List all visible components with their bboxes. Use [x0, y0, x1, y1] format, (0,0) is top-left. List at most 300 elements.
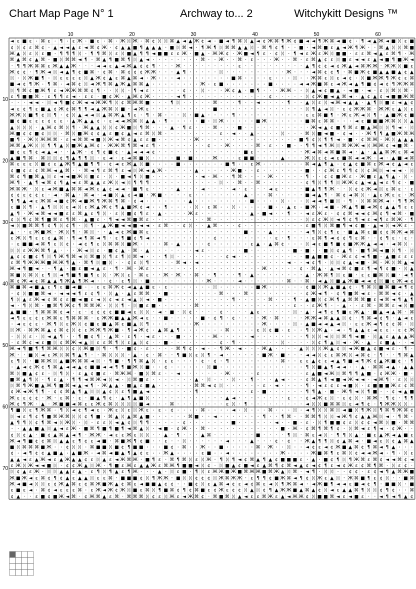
empty-cell-dot	[276, 404, 277, 405]
empty-cell-dot	[362, 440, 363, 441]
cell-symbol: ▲	[306, 273, 310, 278]
cell-symbol: ◄	[72, 206, 76, 211]
empty-cell-dot	[165, 348, 166, 349]
empty-cell-dot	[411, 145, 412, 146]
cell-symbol: ɛ	[331, 464, 334, 469]
empty-cell-dot	[153, 293, 154, 294]
empty-cell-dot	[215, 96, 216, 97]
cell-symbol: ᛞ	[115, 88, 118, 94]
cell-symbol: ■	[127, 52, 131, 57]
empty-cell-dot	[344, 121, 345, 122]
cell-symbol: ɛ	[275, 495, 278, 500]
cell-symbol: ■	[41, 107, 45, 112]
cell-symbol: ▲	[10, 458, 14, 463]
cell-symbol: ■	[219, 40, 223, 45]
cell-symbol: ɛ	[29, 298, 32, 303]
empty-cell-dot	[239, 428, 240, 429]
cell-symbol: ▲	[404, 495, 408, 500]
empty-cell-dot	[190, 84, 191, 85]
cell-symbol: Ж	[126, 438, 131, 444]
cell-symbol: ▲	[146, 464, 150, 469]
cell-symbol: ◄	[392, 495, 396, 500]
empty-cell-dot	[122, 96, 123, 97]
cell-symbol: Ж	[10, 352, 15, 358]
empty-cell-dot	[307, 305, 308, 306]
cell-symbol: ■	[256, 286, 260, 291]
cell-symbol: ᛞ	[103, 469, 106, 475]
cell-symbol: ¶	[23, 266, 26, 272]
cell-symbol: Ж	[77, 248, 82, 254]
cell-symbol: ◄	[127, 224, 131, 229]
cell-symbol: ■	[317, 83, 321, 88]
cell-symbol: ■	[354, 70, 358, 75]
cell-symbol: ■	[293, 421, 297, 426]
empty-cell-dot	[196, 453, 197, 454]
cell-symbol: ᛞ	[11, 328, 14, 334]
cell-symbol: ¶	[152, 63, 155, 69]
cell-symbol: ¢	[103, 149, 106, 155]
cell-symbol: ɛ	[324, 396, 327, 401]
cell-symbol: ⌘	[323, 119, 328, 125]
cell-symbol: ᛞ	[312, 328, 315, 334]
cell-symbol: ■	[385, 482, 389, 487]
cell-symbol: ▲	[336, 95, 340, 100]
cell-symbol: ¶	[54, 285, 57, 291]
cell-symbol: ⌘	[133, 119, 138, 125]
cell-symbol: ɛ	[158, 464, 161, 469]
cell-symbol: Ж	[169, 494, 174, 500]
empty-cell-dot	[233, 373, 234, 374]
cell-symbol: ▲	[53, 46, 57, 51]
cell-symbol: ⌘	[330, 119, 335, 125]
cell-symbol: ◄	[90, 83, 94, 88]
cell-symbol: ◄	[355, 439, 359, 444]
cell-symbol: ¶	[115, 199, 118, 205]
cell-symbol: ■	[324, 113, 328, 118]
cell-symbol: ■	[35, 359, 39, 364]
cell-symbol: ¶	[17, 199, 20, 205]
empty-cell-dot	[270, 250, 271, 251]
cell-symbol: ⌘	[274, 242, 279, 248]
cell-symbol: ᛞ	[140, 340, 143, 346]
cell-symbol: ɛ	[374, 163, 377, 168]
cell-symbol: ⌘	[403, 143, 408, 149]
cell-symbol: Ж	[46, 137, 51, 143]
cell-symbol: ɛ	[23, 163, 26, 168]
cell-symbol: ■	[145, 384, 149, 389]
cell-symbol: ¶	[380, 352, 383, 358]
cell-symbol: ¶	[367, 389, 370, 395]
cell-symbol: ◄	[336, 495, 340, 500]
empty-cell-dot	[295, 164, 296, 165]
cell-symbol: ¢	[29, 340, 32, 346]
empty-cell-dot	[276, 207, 277, 208]
cell-symbol: ◄	[66, 46, 70, 51]
cell-symbol: ⌘	[354, 297, 359, 303]
empty-cell-dot	[202, 422, 203, 423]
empty-cell-dot	[227, 96, 228, 97]
empty-cell-dot	[368, 496, 369, 497]
empty-cell-dot	[295, 287, 296, 288]
cell-symbol: ¶	[60, 100, 63, 106]
cell-symbol: ▲	[103, 113, 107, 118]
cell-symbol: ɛ	[66, 323, 69, 328]
cell-symbol: ■	[262, 353, 266, 358]
cell-symbol: ᛞ	[72, 131, 75, 137]
cell-symbol: ■	[342, 52, 346, 57]
cell-symbol: ¶	[238, 272, 241, 278]
cell-symbol: ᛞ	[201, 463, 204, 469]
cell-symbol: ¶	[41, 346, 44, 352]
cell-symbol: ■	[194, 113, 198, 118]
empty-cell-dot	[301, 207, 302, 208]
empty-cell-dot	[276, 213, 277, 214]
cell-symbol: ᛞ	[17, 334, 20, 340]
empty-cell-dot	[147, 447, 148, 448]
cell-symbol: ᛞ	[11, 88, 14, 94]
cell-symbol: ¢	[41, 451, 44, 457]
cell-symbol: ■	[410, 181, 414, 186]
empty-cell-dot	[276, 151, 277, 152]
cell-symbol: ⌘	[34, 303, 39, 309]
cell-symbol: ɛ	[122, 157, 125, 162]
cell-symbol: ⌘	[348, 69, 353, 75]
empty-cell-dot	[98, 354, 99, 355]
cell-symbol: ¶	[337, 69, 340, 75]
cell-symbol: Ж	[108, 180, 113, 186]
empty-cell-dot	[196, 225, 197, 226]
cell-symbol: ◄	[312, 46, 316, 51]
cell-symbol: ᛞ	[134, 168, 137, 174]
cell-symbol: ¢	[214, 383, 217, 389]
cell-symbol: ⌘	[342, 371, 347, 377]
empty-cell-dot	[159, 434, 160, 435]
empty-cell-dot	[153, 428, 154, 429]
cell-symbol: ◄	[109, 452, 113, 457]
cell-symbol: ◄	[379, 224, 383, 229]
empty-cell-dot	[288, 201, 289, 202]
empty-cell-dot	[295, 151, 296, 152]
cell-symbol: ᛞ	[410, 377, 413, 383]
cell-symbol: ⌘	[397, 322, 402, 328]
cell-symbol: ■	[237, 169, 241, 174]
empty-cell-dot	[264, 244, 265, 245]
cell-symbol: ¢	[386, 143, 389, 149]
cell-symbol: ■	[170, 46, 174, 51]
cell-symbol: ¢	[337, 63, 340, 69]
empty-cell-dot	[196, 127, 197, 128]
cell-symbol: ɛ	[122, 298, 125, 303]
empty-cell-dot	[301, 65, 302, 66]
cell-symbol: ¢	[66, 223, 69, 229]
cell-symbol: ɛ	[42, 193, 45, 198]
cell-symbol: ᛞ	[177, 100, 180, 106]
cell-symbol: ɛ	[349, 175, 352, 180]
cell-symbol: ɛ	[42, 273, 45, 278]
cell-symbol: ¶	[183, 94, 186, 100]
cell-symbol: ɛ	[368, 218, 371, 223]
cell-symbol: Ж	[286, 39, 291, 45]
cell-symbol: ᛞ	[109, 377, 112, 383]
empty-cell-dot	[122, 330, 123, 331]
cell-symbol: ▲	[109, 384, 113, 389]
cell-symbol: ◄	[139, 144, 143, 149]
empty-cell-dot	[233, 238, 234, 239]
empty-cell-dot	[239, 164, 240, 165]
cell-symbol: Ж	[77, 143, 82, 149]
empty-cell-dot	[233, 447, 234, 448]
cell-symbol: ▲	[367, 126, 371, 131]
empty-cell-dot	[79, 219, 80, 220]
cell-symbol: Ж	[28, 248, 33, 254]
empty-cell-dot	[165, 238, 166, 239]
empty-cell-dot	[172, 96, 173, 97]
cell-symbol: ¶	[17, 315, 20, 321]
cell-symbol: ⌘	[403, 45, 408, 51]
cell-symbol: ⌘	[379, 291, 384, 297]
empty-cell-dot	[215, 453, 216, 454]
empty-cell-dot	[202, 287, 203, 288]
empty-cell-dot	[141, 41, 142, 42]
empty-cell-dot	[172, 305, 173, 306]
cell-symbol: ɛ	[275, 236, 278, 241]
empty-cell-dot	[350, 324, 351, 325]
cell-symbol: ■	[237, 126, 241, 131]
empty-cell-dot	[196, 404, 197, 405]
cell-symbol: ¶	[343, 168, 346, 174]
cell-symbol: ᛞ	[164, 39, 167, 45]
empty-cell-dot	[159, 164, 160, 165]
empty-cell-dot	[196, 71, 197, 72]
cell-symbol: ▲	[170, 329, 174, 334]
cell-symbol: ◄	[66, 310, 70, 315]
cell-symbol: ⌘	[256, 180, 261, 186]
cell-symbol: ▲	[47, 452, 51, 457]
empty-cell-dot	[190, 305, 191, 306]
empty-cell-dot	[276, 397, 277, 398]
cell-symbol: ᛞ	[330, 438, 333, 444]
cell-symbol: ◄	[10, 316, 14, 321]
cell-symbol: ¶	[54, 112, 57, 118]
cell-symbol: ¢	[115, 488, 118, 494]
cell-symbol: Ж	[360, 45, 365, 51]
cell-symbol: ¢	[404, 328, 407, 334]
cell-symbol: Ж	[133, 205, 138, 211]
cell-symbol: ▲	[60, 163, 64, 168]
empty-cell-dot	[209, 361, 210, 362]
cell-symbol: ¶	[121, 235, 124, 241]
empty-cell-dot	[221, 201, 222, 202]
cell-symbol: ⌘	[410, 420, 415, 426]
cell-symbol: ▲	[330, 163, 334, 168]
empty-cell-dot	[196, 151, 197, 152]
cell-symbol: Ж	[385, 358, 390, 364]
cell-symbol: ■	[127, 236, 131, 241]
empty-cell-dot	[153, 311, 154, 312]
cell-symbol: ▲	[392, 366, 396, 371]
empty-cell-dot	[233, 121, 234, 122]
cell-symbol: ⌘	[10, 285, 15, 291]
empty-cell-dot	[276, 133, 277, 134]
empty-cell-dot	[258, 213, 259, 214]
empty-cell-dot	[110, 274, 111, 275]
empty-cell-dot	[184, 207, 185, 208]
cell-symbol: ▲	[367, 101, 371, 106]
empty-cell-dot	[295, 121, 296, 122]
empty-cell-dot	[196, 90, 197, 91]
empty-cell-dot	[122, 151, 123, 152]
empty-cell-dot	[245, 102, 246, 103]
cell-symbol: ⌘	[65, 57, 70, 63]
empty-cell-dot	[202, 65, 203, 66]
empty-cell-dot	[252, 268, 253, 269]
cell-symbol: ◄	[318, 323, 322, 328]
cell-symbol: ◄	[342, 77, 346, 82]
cell-symbol: ¶	[300, 475, 303, 481]
cell-symbol: ▲	[238, 495, 242, 500]
cell-symbol: ▲	[201, 433, 205, 438]
empty-cell-dot	[239, 244, 240, 245]
cell-symbol: ¶	[392, 82, 395, 88]
empty-cell-dot	[159, 361, 160, 362]
cell-symbol: ■	[367, 83, 371, 88]
cell-symbol: ◄	[312, 70, 316, 75]
empty-cell-dot	[221, 139, 222, 140]
empty-cell-dot	[184, 453, 185, 454]
empty-cell-dot	[184, 176, 185, 177]
cell-symbol: ■	[367, 298, 371, 303]
empty-cell-dot	[258, 250, 259, 251]
cell-symbol: ■	[151, 482, 155, 487]
empty-cell-dot	[239, 410, 240, 411]
cell-symbol: ¢	[48, 494, 51, 500]
cell-symbol: ¶	[392, 57, 395, 63]
cell-symbol: ◄	[385, 347, 389, 352]
cell-symbol: ◄	[398, 390, 402, 395]
cell-symbol: ɛ	[66, 95, 69, 100]
cell-symbol: ■	[330, 132, 334, 137]
empty-cell-dot	[202, 274, 203, 275]
empty-cell-dot	[184, 379, 185, 380]
empty-cell-dot	[233, 182, 234, 183]
empty-cell-dot	[178, 416, 179, 417]
cell-symbol: ⌘	[34, 217, 39, 223]
cell-symbol: ᛞ	[349, 186, 352, 192]
empty-cell-dot	[30, 361, 31, 362]
cell-symbol: ¢	[152, 494, 155, 500]
empty-cell-dot	[233, 305, 234, 306]
cell-symbol: ¶	[29, 106, 32, 112]
cell-symbol: ◄	[35, 267, 39, 272]
cell-symbol: ¶	[23, 156, 26, 162]
cell-symbol: ▲	[226, 396, 230, 401]
cell-symbol: Ж	[40, 260, 45, 266]
cell-symbol: ◄	[324, 323, 328, 328]
empty-cell-dot	[110, 90, 111, 91]
cell-symbol: ■	[158, 52, 162, 57]
empty-cell-dot	[172, 231, 173, 232]
cell-symbol: Ж	[219, 119, 224, 125]
empty-cell-dot	[122, 379, 123, 380]
cell-symbol: ɛ	[158, 458, 161, 463]
cell-symbol: ⌘	[108, 242, 113, 248]
cell-symbol: ◄	[367, 452, 371, 457]
cell-symbol: ■	[176, 157, 180, 162]
empty-cell-dot	[209, 428, 210, 429]
empty-cell-dot	[233, 281, 234, 282]
cell-symbol: ᛞ	[380, 279, 383, 285]
cell-symbol: ¢	[386, 266, 389, 272]
cell-symbol: ■	[385, 249, 389, 254]
cell-symbol: ¢	[195, 481, 198, 487]
cell-symbol: ¢	[281, 463, 284, 469]
empty-cell-dot	[215, 330, 216, 331]
cell-symbol: ¢	[232, 488, 235, 494]
cell-symbol: Ж	[200, 445, 205, 451]
empty-cell-dot	[252, 127, 253, 128]
cell-symbol: ᛞ	[35, 137, 38, 143]
cell-symbol: ◄	[146, 298, 150, 303]
cell-symbol: ◄	[115, 187, 119, 192]
cell-symbol: Ж	[46, 229, 51, 235]
empty-cell-dot	[196, 434, 197, 435]
cell-symbol: ◄	[330, 236, 334, 241]
cell-symbol: ▲	[29, 181, 33, 186]
cell-symbol: ▲	[367, 415, 371, 420]
cell-symbol: ▲	[330, 267, 334, 272]
cell-symbol: ¶	[392, 125, 395, 131]
cell-symbol: Ж	[108, 223, 113, 229]
cell-symbol: ⌘	[231, 45, 236, 51]
cell-symbol: ◄	[355, 212, 359, 217]
cell-symbol: ɛ	[158, 224, 161, 229]
empty-cell-dot	[196, 256, 197, 257]
empty-cell-dot	[61, 115, 62, 116]
cell-symbol: ⌘	[379, 45, 384, 51]
cell-symbol: ⌘	[391, 229, 396, 235]
empty-cell-dot	[221, 268, 222, 269]
cell-symbol: ■	[311, 224, 315, 229]
cell-symbol: ■	[145, 286, 149, 291]
empty-cell-dot	[258, 201, 259, 202]
cell-symbol: ■	[145, 482, 149, 487]
cell-symbol: ■	[90, 323, 94, 328]
empty-cell-dot	[245, 453, 246, 454]
cell-symbol: ¶	[306, 174, 309, 180]
empty-cell-dot	[264, 440, 265, 441]
cell-symbol: ɛ	[42, 316, 45, 321]
cell-symbol: ᛞ	[72, 445, 75, 451]
empty-cell-dot	[172, 342, 173, 343]
cell-symbol: ⌘	[410, 488, 415, 494]
empty-cell-dot	[227, 213, 228, 214]
cell-symbol: ᛞ	[337, 475, 340, 481]
cell-symbol: ¶	[404, 395, 407, 401]
empty-cell-dot	[153, 342, 154, 343]
cell-symbol: ¢	[66, 242, 69, 248]
cell-symbol: ᛞ	[306, 217, 309, 223]
cell-symbol: Ж	[83, 451, 88, 457]
cell-symbol: ¶	[318, 39, 321, 45]
cell-symbol: ■	[41, 230, 45, 235]
cell-symbol: Ж	[28, 63, 33, 69]
empty-cell-dot	[239, 336, 240, 337]
cell-symbol: ◄	[373, 187, 377, 192]
empty-cell-dot	[221, 231, 222, 232]
empty-cell-dot	[215, 145, 216, 146]
cell-symbol: Ж	[342, 254, 347, 260]
cell-symbol: ᛞ	[109, 445, 112, 451]
